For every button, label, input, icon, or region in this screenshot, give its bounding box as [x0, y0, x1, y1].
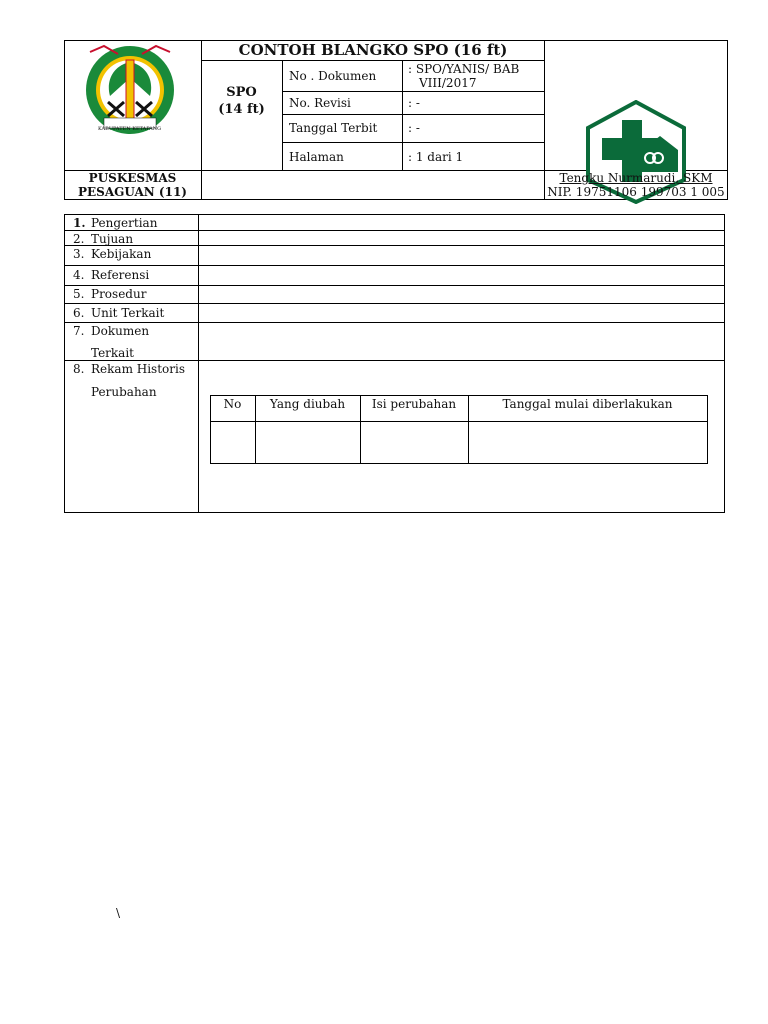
section-label: Unit Terkait — [91, 306, 165, 320]
section-label: Tujuan — [91, 232, 134, 246]
org-name-line1: PUSKESMAS — [88, 171, 177, 185]
field-value-no-dokumen-2: VIII/2017 — [419, 76, 477, 90]
field-value-tanggal-terbit: : - — [408, 121, 420, 135]
section-label-line2: Perubahan — [91, 385, 157, 399]
section-num: 6. — [73, 306, 85, 320]
section-label: Dokumen — [91, 324, 150, 338]
section-num: 5. — [73, 287, 85, 301]
field-label-no-dokumen: No . Dokumen — [289, 69, 377, 83]
section-num: 4. — [73, 268, 85, 282]
spo-size: (14 ft) — [218, 102, 265, 117]
history-header-yang-diubah: Yang diubah — [269, 397, 346, 411]
stray-backslash-mark: \ — [116, 906, 121, 920]
section-label: Kebijakan — [91, 247, 152, 261]
signer-name: Tengku Nurmarudi, SKM — [559, 171, 713, 185]
section-num: 1. — [73, 216, 86, 230]
section-label: Rekam Historis — [91, 362, 185, 376]
section-num: 2. — [73, 232, 85, 246]
signer-nip: NIP. 19751106 199703 1 005 — [547, 185, 725, 199]
field-label-halaman: Halaman — [289, 150, 344, 164]
section-label: Referensi — [91, 268, 150, 282]
district-logo — [84, 44, 176, 140]
section-label-line2: Terkait — [91, 346, 134, 360]
history-header-tanggal: Tanggal mulai diberlakukan — [502, 397, 673, 411]
section-label: Prosedur — [91, 287, 147, 301]
logo-caption: KABUPATEN KETAPANG — [98, 126, 162, 132]
section-label: Pengertian — [91, 216, 158, 230]
section-num: 7. — [73, 324, 85, 338]
field-label-tanggal-terbit: Tanggal Terbit — [289, 121, 378, 135]
spo-label: SPO — [226, 85, 257, 100]
field-value-no-revisi: : - — [408, 96, 420, 110]
page-title: CONTOH BLANGKO SPO (16 ft) — [238, 41, 508, 59]
section-num: 3. — [73, 247, 85, 261]
field-value-no-dokumen-1: : SPO/YANIS/ BAB — [408, 62, 520, 76]
history-header-no: No — [223, 397, 242, 411]
field-value-halaman: : 1 dari 1 — [408, 150, 464, 164]
history-header-isi-perubahan: Isi perubahan — [371, 397, 457, 411]
field-label-no-revisi: No. Revisi — [289, 96, 351, 110]
section-num: 8. — [73, 362, 85, 376]
org-name-line2: PESAGUAN (11) — [77, 185, 187, 199]
